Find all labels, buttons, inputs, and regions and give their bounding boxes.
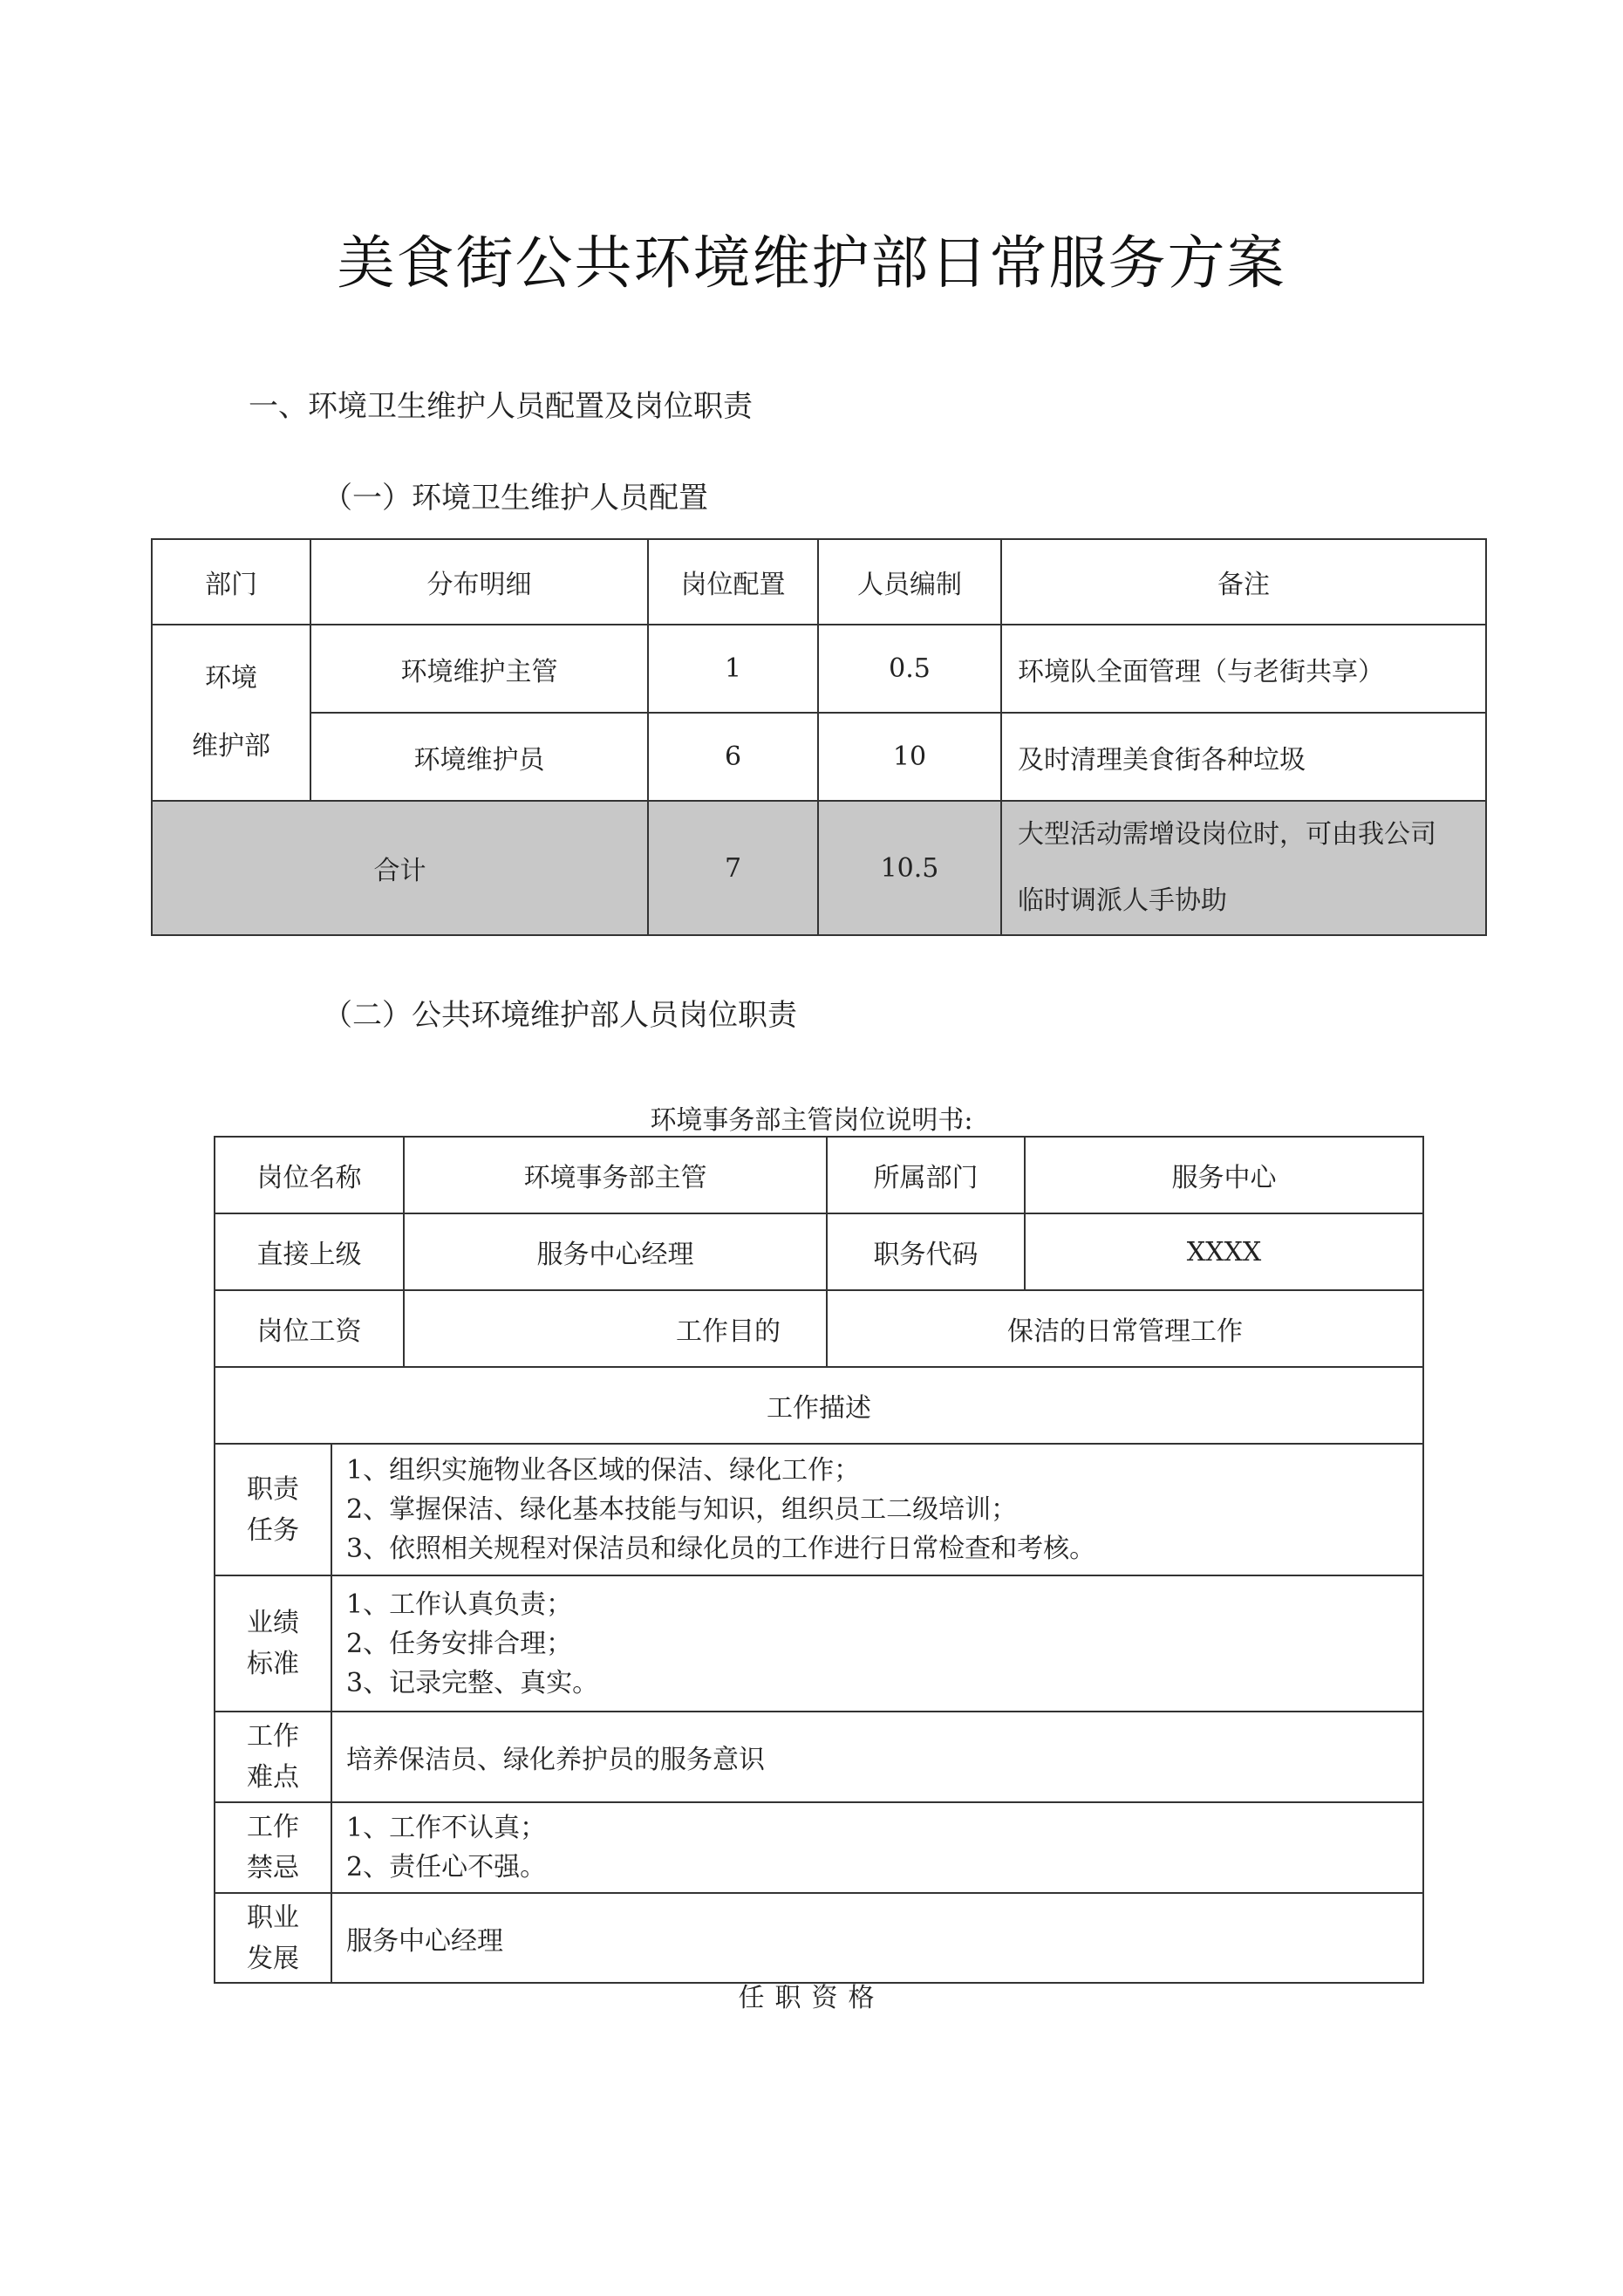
duties-label bbox=[215, 1444, 331, 1575]
table-header-row bbox=[152, 539, 1486, 625]
list-item: 3、记录完整、真实。 bbox=[346, 1667, 599, 1698]
list-item: 2、任务安排合理； bbox=[346, 1628, 573, 1659]
list-item: 3、依照相关规程对保洁员和绿化员的工作进行日常检查和考核。 bbox=[346, 1534, 1096, 1564]
table-row bbox=[215, 1893, 1423, 1983]
duties-content bbox=[331, 1444, 1423, 1575]
career-label bbox=[215, 1893, 331, 1983]
purpose-label: 工作目的 bbox=[404, 1290, 827, 1367]
header-cell: 人员编制 bbox=[818, 539, 1001, 625]
label-line: 业绩 bbox=[247, 1608, 299, 1638]
staffing-table bbox=[151, 538, 1487, 936]
department-line: 环境 bbox=[205, 663, 257, 694]
note-cell: 及时清理美食街各种垃圾 bbox=[1001, 713, 1486, 801]
list-item: 2、责任心不强。 bbox=[346, 1852, 547, 1883]
label-line: 职业 bbox=[247, 1902, 299, 1933]
header-cell: 分布明细 bbox=[310, 539, 648, 625]
difficulty-label bbox=[215, 1712, 331, 1802]
total-posts-cell: 7 bbox=[648, 801, 818, 935]
detail-cell: 环境维护员 bbox=[310, 713, 648, 801]
list-item: 1、工作认真负责； bbox=[346, 1589, 573, 1620]
table-row bbox=[215, 1444, 1423, 1575]
purpose-value: 保洁的日常管理工作 bbox=[827, 1290, 1423, 1367]
list-item: 2、掌握保洁、绿化基本技能与知识，组织员工二级培训； bbox=[346, 1494, 1018, 1525]
note-line: 大型活动需增设岗位时，可由我公司 bbox=[1018, 819, 1436, 850]
performance-label bbox=[215, 1575, 331, 1712]
label-line: 任务 bbox=[247, 1514, 299, 1546]
department-value: 服务中心 bbox=[1025, 1137, 1423, 1213]
label-line: 职责 bbox=[247, 1473, 299, 1505]
taboo-label bbox=[215, 1802, 331, 1893]
staff-cell: 0.5 bbox=[818, 625, 1001, 713]
table-row bbox=[215, 1712, 1423, 1802]
detail-cell: 环境维护主管 bbox=[310, 625, 648, 713]
position-name-value: 环境事务部主管 bbox=[404, 1137, 827, 1213]
table-row bbox=[215, 1802, 1423, 1893]
department-line: 维护部 bbox=[192, 731, 270, 762]
table-row bbox=[215, 1213, 1423, 1290]
supervisor-label: 直接上级 bbox=[215, 1213, 404, 1290]
label-line: 难点 bbox=[247, 1762, 299, 1793]
work-description-header: 工作描述 bbox=[215, 1367, 1423, 1444]
table-row bbox=[152, 713, 1486, 801]
taboo-content bbox=[331, 1802, 1423, 1893]
position-name-label: 岗位名称 bbox=[215, 1137, 404, 1213]
department-label: 所属部门 bbox=[827, 1137, 1025, 1213]
table-row bbox=[215, 1137, 1423, 1213]
label-line: 工作 bbox=[247, 1721, 299, 1752]
salary-label: 岗位工资 bbox=[215, 1290, 404, 1367]
total-note-cell bbox=[1001, 801, 1486, 935]
table-caption: 环境事务部主管岗位说明书: bbox=[650, 1105, 973, 1136]
label-line: 工作 bbox=[247, 1812, 299, 1842]
document-title: 美食街公共环境维护部日常服务方案 bbox=[337, 229, 1286, 297]
section-heading-1: 一、环境卫生维护人员配置及岗位职责 bbox=[249, 389, 753, 424]
job-description-table bbox=[214, 1136, 1424, 1984]
label-line: 发展 bbox=[247, 1943, 299, 1974]
table-row bbox=[152, 625, 1486, 713]
label-line: 标准 bbox=[247, 1649, 299, 1679]
posts-cell: 6 bbox=[648, 713, 818, 801]
subsection-heading-2: （二）公共环境维护部人员岗位职责 bbox=[323, 998, 797, 1033]
total-staff-cell: 10.5 bbox=[818, 801, 1001, 935]
subsection-heading-1: （一）环境卫生维护人员配置 bbox=[323, 481, 708, 516]
header-cell: 岗位配置 bbox=[648, 539, 818, 625]
table-row bbox=[215, 1575, 1423, 1712]
posts-cell: 1 bbox=[648, 625, 818, 713]
table-row bbox=[215, 1367, 1423, 1444]
list-item: 1、工作不认真； bbox=[346, 1813, 547, 1843]
job-code-value: XXXX bbox=[1025, 1213, 1423, 1290]
label-line: 禁忌 bbox=[247, 1853, 299, 1883]
qualifications-heading: 任职资格 bbox=[738, 1983, 885, 2013]
header-cell: 部门 bbox=[152, 539, 310, 625]
list-item: 1、组织实施物业各区域的保洁、绿化工作； bbox=[346, 1455, 861, 1486]
note-line: 临时调派人手协助 bbox=[1018, 885, 1227, 916]
department-cell bbox=[152, 625, 310, 801]
header-cell: 备注 bbox=[1001, 539, 1486, 625]
table-row bbox=[215, 1290, 1423, 1367]
total-label-cell: 合计 bbox=[152, 801, 648, 935]
total-row bbox=[152, 801, 1486, 935]
difficulty-content: 培养保洁员、绿化养护员的服务意识 bbox=[331, 1712, 1423, 1802]
career-content: 服务中心经理 bbox=[331, 1893, 1423, 1983]
job-code-label: 职务代码 bbox=[827, 1213, 1025, 1290]
note-cell: 环境队全面管理（与老街共享） bbox=[1001, 625, 1486, 713]
supervisor-value: 服务中心经理 bbox=[404, 1213, 827, 1290]
staff-cell: 10 bbox=[818, 713, 1001, 801]
performance-content bbox=[331, 1575, 1423, 1712]
